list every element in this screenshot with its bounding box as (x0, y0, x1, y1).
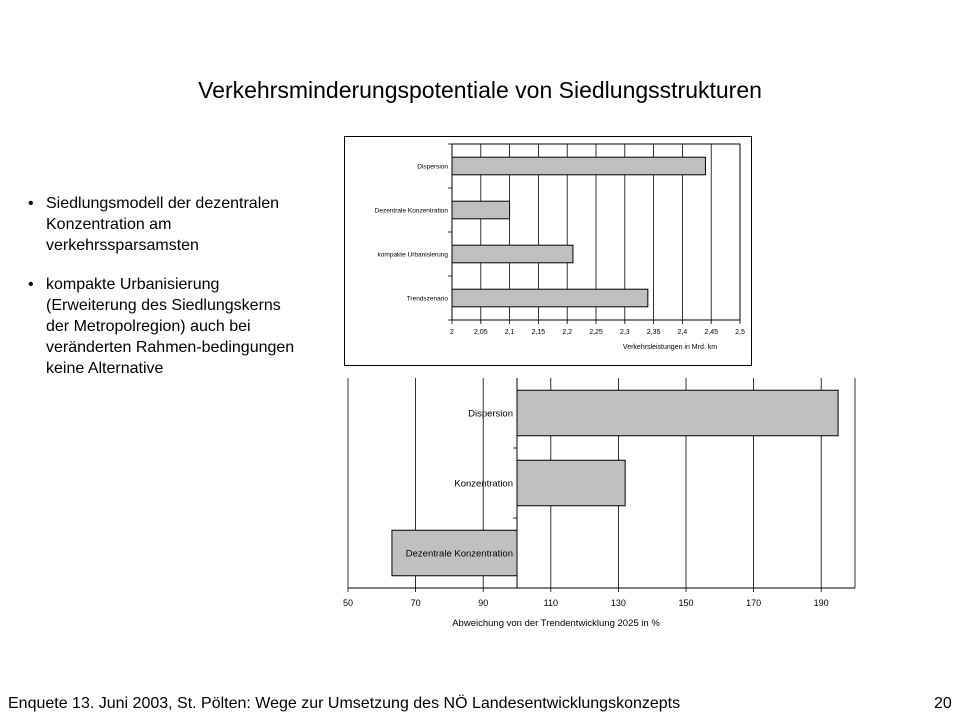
x-tick-label: 90 (478, 598, 489, 608)
slide-title: Verkehrsminderungspotentiale von Siedlungsstrukturen (198, 77, 762, 103)
x-tick-label: 2,5 (735, 329, 745, 336)
x-tick-label: 190 (813, 598, 829, 608)
x-tick-label: 2 (450, 329, 454, 336)
category-label: Dispersion (468, 408, 513, 420)
category-label: Konzentration (454, 478, 513, 490)
bullet-list (28, 193, 303, 397)
x-tick-label: 130 (610, 598, 626, 608)
x-tick-label: 2,45 (704, 329, 719, 336)
chart-traffic-volume (344, 136, 752, 366)
x-tick-label: 2,3 (619, 329, 630, 336)
bar (452, 201, 510, 219)
bullet-text: kompakte Urbanisierung (Erweiterung des Siedlungskerns der Metropolregion) auch bei veränderten Rahmen-bedingungen keine Alternative (46, 276, 295, 377)
x-axis-label: Abweichung von der Trendentwicklung 2025 in % (452, 618, 660, 629)
bar (452, 245, 573, 263)
bullet-item (28, 193, 303, 256)
category-label: Trendszenario (406, 295, 448, 303)
x-tick-label: 50 (342, 598, 354, 608)
bar (517, 460, 625, 506)
category-label: Dezentrale Konzentration (374, 207, 448, 215)
footer-text: Enquete 13. Juni 2003, St. Pölten: Wege zur Umsetzung des NÖ Landesentwicklungskonzepts (8, 695, 681, 712)
bar (452, 157, 705, 175)
x-tick-label: 2,25 (589, 329, 603, 336)
chart-traffic-volume-svg (344, 136, 752, 366)
x-tick-label: 110 (543, 598, 558, 608)
x-tick-label: 170 (746, 598, 762, 608)
page-number: 20 (934, 695, 952, 712)
x-axis-label: Verkehrsleistungen in Mrd. km (622, 344, 718, 351)
x-tick-label: 2,35 (646, 329, 661, 336)
x-tick-label: 2,1 (504, 329, 515, 336)
bullet-item (28, 274, 303, 379)
bullet-icon: • (28, 195, 34, 212)
bar (452, 289, 648, 307)
category-label: Dezentrale Konzentration (405, 548, 513, 560)
chart-deviation-svg (340, 378, 860, 638)
chart-deviation (340, 378, 860, 638)
bar (517, 390, 838, 436)
x-tick-label: 2,2 (562, 329, 573, 336)
category-label: kompakte Urbanisierung (377, 251, 448, 259)
x-tick-label: 2,4 (677, 329, 688, 336)
x-tick-label: 70 (410, 598, 421, 608)
bullet-icon: • (28, 276, 34, 293)
x-tick-label: 2,05 (473, 329, 488, 336)
category-label: Dispersion (417, 163, 448, 171)
x-tick-label: 2,15 (531, 329, 546, 336)
x-tick-label: 150 (678, 598, 694, 608)
bullet-text: Siedlungsmodell der dezentralen Konzentration am verkehrssparsamsten (46, 195, 280, 254)
